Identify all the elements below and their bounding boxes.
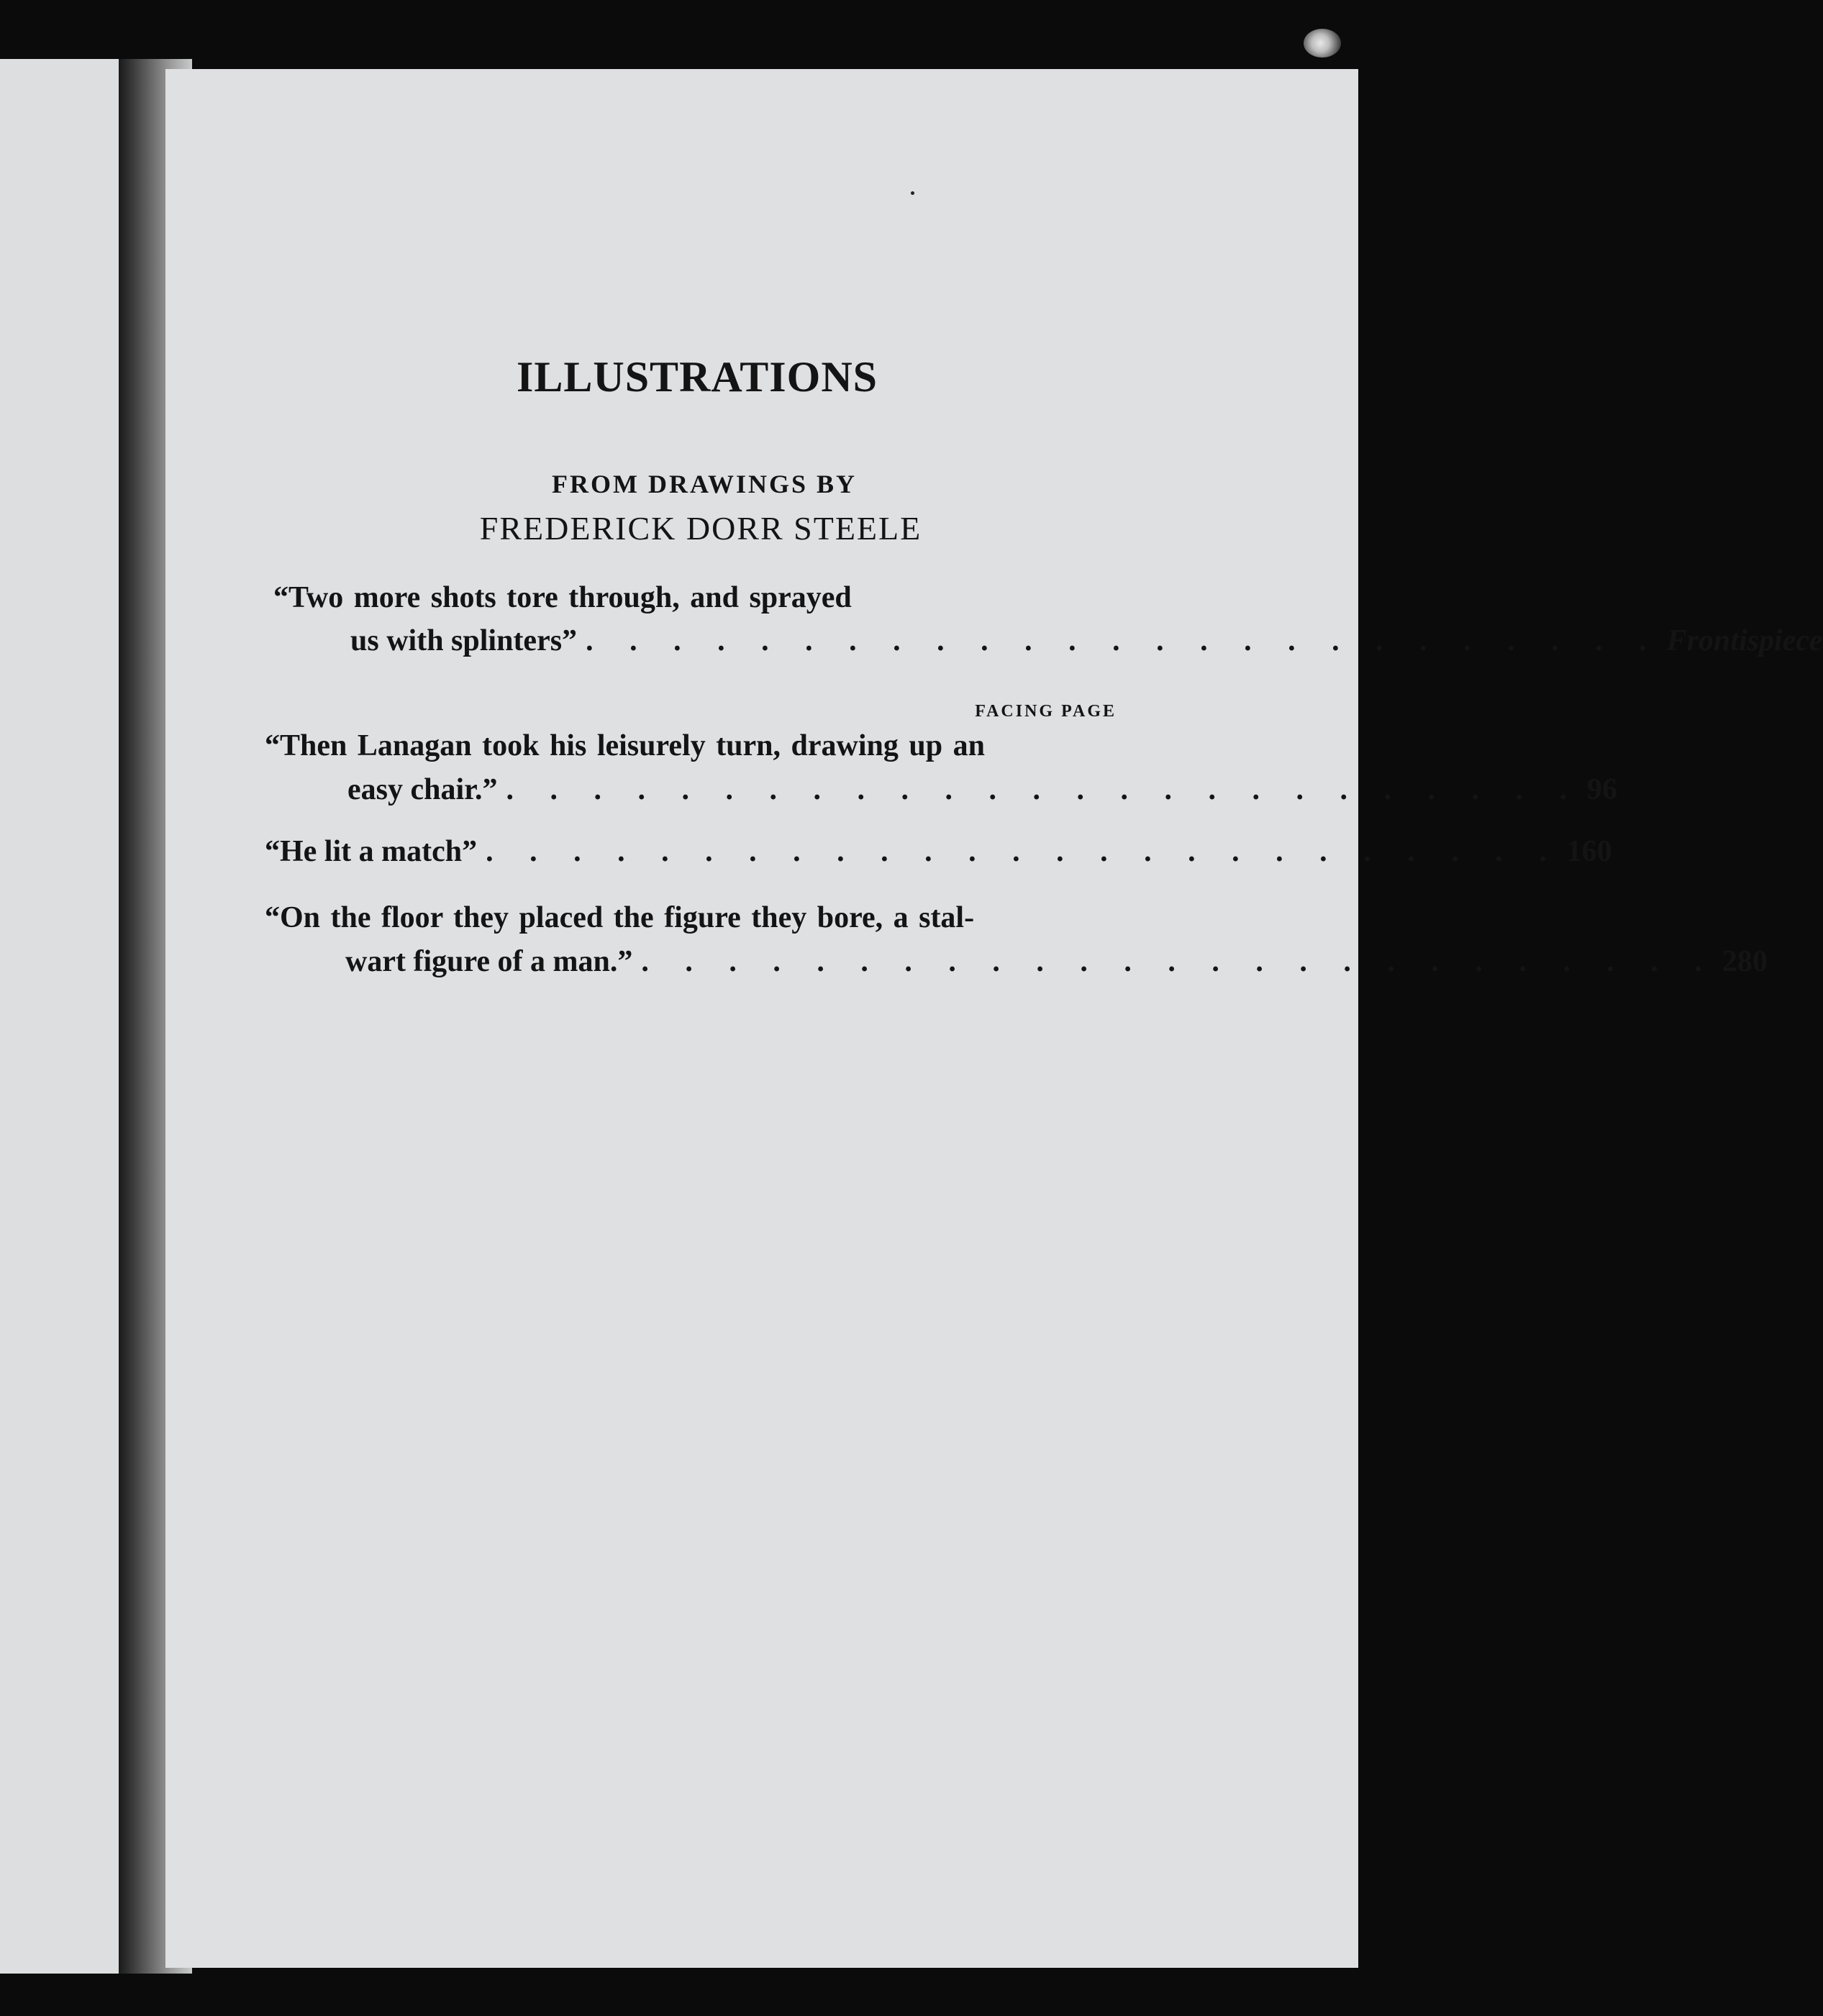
- illustration-caption-line: “He lit a match”: [265, 835, 478, 868]
- facing-page-label: FACING PAGE: [975, 702, 1117, 721]
- illustration-page: Frontispiece: [1666, 624, 1823, 657]
- illustration-caption-line: “Two more shots tore through, and sprayed: [273, 581, 852, 614]
- page-title: ILLUSTRATIONS: [516, 353, 878, 401]
- illustration-page: 280: [1722, 945, 1768, 978]
- artist-name: FREDERICK DORR STEELE: [479, 510, 922, 547]
- dot-leader: . . . . . . . . . . . . . . . . . . . . . . . . .: [486, 835, 1561, 868]
- dot-leader: . . . . . . . . . . . . . . . . . . . . . . . . .: [641, 945, 1717, 978]
- illustration-entry-row: [345, 944, 1768, 979]
- illustration-caption-line: “Then Lanagan took his leisurely turn, drawing up an: [265, 729, 985, 762]
- illustration-caption-line: us with splinters”: [350, 624, 578, 657]
- illustration-page: 96: [1586, 773, 1617, 806]
- dot-leader: . . . . . . . . . . . . . . . . . . . . . . . . .: [586, 624, 1661, 657]
- illustration-caption-line: easy chair.”: [347, 773, 498, 806]
- illustration-entry-row: [265, 834, 1612, 869]
- illustration-entry-row: [350, 624, 1823, 658]
- illustration-caption-line: wart figure of a man.”: [345, 945, 633, 978]
- page-subheading: FROM DRAWINGS BY: [551, 470, 857, 498]
- illustration-caption-line: “On the floor they placed the figure they bore, a stal-: [265, 901, 975, 934]
- dot-leader: . . . . . . . . . . . . . . . . . . . . . . . . .: [506, 773, 1581, 806]
- illustration-page: 160: [1566, 835, 1612, 868]
- illustration-entry-row: [347, 772, 1617, 807]
